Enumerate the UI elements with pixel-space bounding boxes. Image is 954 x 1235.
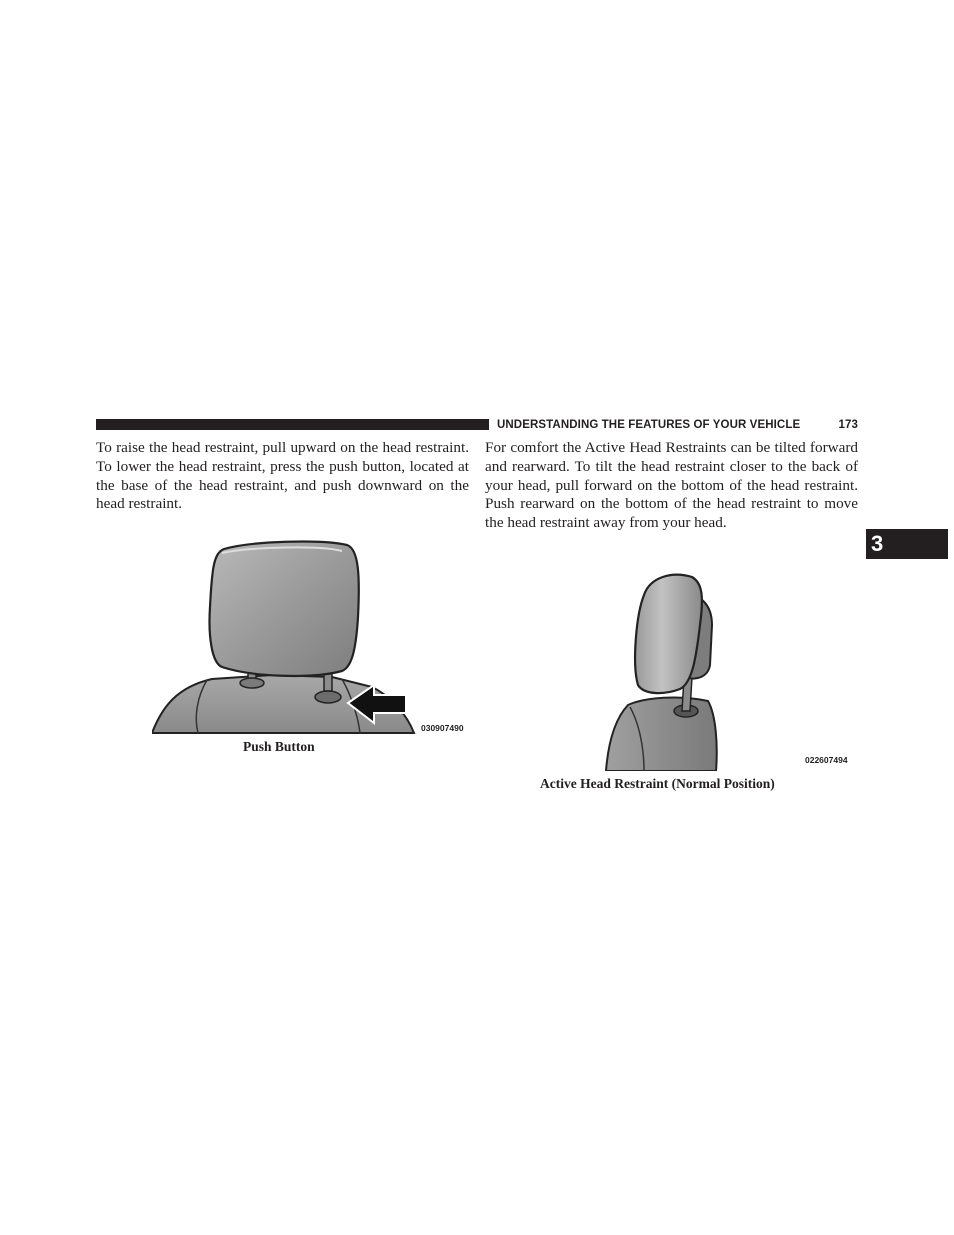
page-number: 173: [838, 419, 858, 431]
figure-code: 022607494: [805, 755, 848, 765]
section-title: UNDERSTANDING THE FEATURES OF YOUR VEHICLE: [497, 419, 801, 431]
figure-code: 030907490: [421, 723, 464, 733]
chapter-tab: 3: [866, 529, 948, 559]
left-column-text: To raise the head restraint, pull upward on the head restraint. To lower the head restraint, press the push button, located at the base of the head restraint, and push downward on the head restraint.: [96, 439, 469, 513]
figure-caption: Active Head Restraint (Normal Position): [540, 776, 775, 791]
header-rule: [96, 419, 489, 430]
figure-caption: Push Button: [243, 739, 315, 754]
head-restraint-push-button-illustration: [152, 537, 472, 735]
active-head-restraint-figure: [600, 565, 860, 771]
right-column-text: For comfort the Active Head Restraints can be tilted forward and rearward. To tilt the head restraint closer to the back of your head, pull forward on the bottom of the head restraint. Push rearward on the bottom of the head restraint to move the head restraint away from your head.: [485, 439, 858, 532]
active-head-restraint-side-illustration: [600, 565, 860, 771]
running-header: [497, 417, 858, 433]
push-button-figure: [152, 537, 472, 735]
